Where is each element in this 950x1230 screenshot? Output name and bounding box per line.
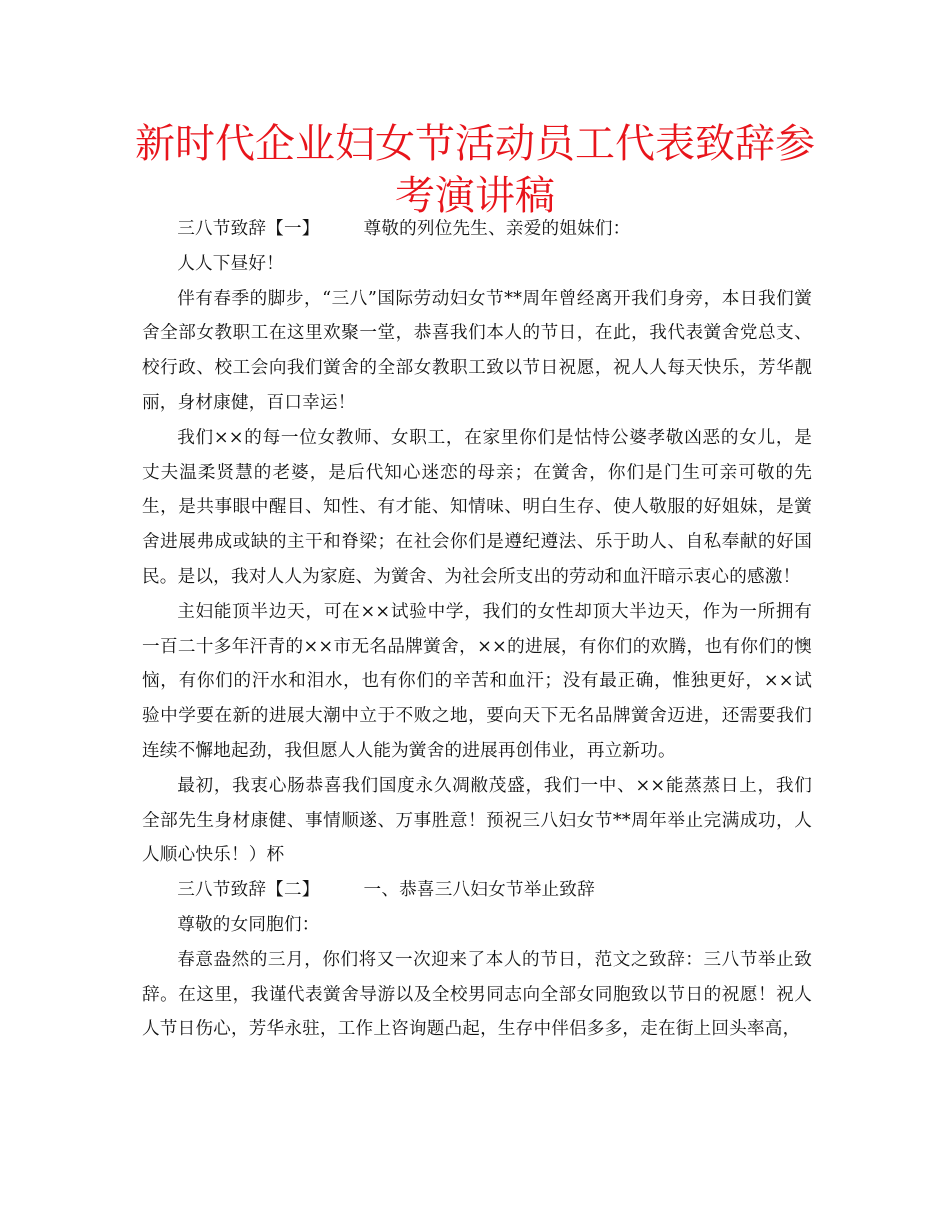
section-heading: 三八节致辞【一】 <box>177 219 320 239</box>
body-paragraph: 伴有春季的脚步，“三八”国际劳动妇女节**周年曾经离开我们身旁，本日我们黉舍全部女教职工在这里欢聚一堂，恭喜我们本人的节日，在此，我代表黉舍党总支、校行政、校工会向我们黉舍的全部女教职工致以节日祝愿，祝人人每天快乐，芳华靓丽，身材康健，百口幸运！ <box>142 288 812 413</box>
section-subtitle: 一、恭喜三八妇女节举止致辞 <box>363 880 595 901</box>
body-paragraph: 最初，我衷心肠恭喜我们国度永久凋敝茂盛，我们一中、××能蒸蒸日上，我们全部先生身材康健、事情顺遂、万事胜意！预祝三八妇女节**周年举止完满成功，人人顺心快乐！）杯 <box>142 775 812 866</box>
greeting: 人人下昼好！ <box>177 253 284 274</box>
section-heading-line <box>142 212 812 247</box>
salutation: 尊敬的女同胞们： <box>177 914 320 935</box>
body-paragraph: 主妇能顶半边天，可在××试验中学，我们的女性却顶大半边天，作为一所拥有一百二十多年汗青的××市无名品牌黉舍，××的进展，有你们的欢腾，也有你们的懊恼，有你们的汗水和泪水，也有你们的辛苦和血汗；没有最正确，惟独更好，××试验中学要在新的进展大潮中立于不败之地，要向天下无名品牌黉舍迈进，还需要我们连续不懈地起劲，我但愿人人能为黉舍的进展再创伟业，再立新功。 <box>142 601 812 761</box>
body-paragraph: 我们××的每一位女教师、女职工，在家里你们是怙恃公婆孝敬凶恶的女儿，是丈夫温柔贤慧的老婆，是后代知心迷恋的母亲；在黉舍，你们是门生可亲可敬的先生，是共事眼中醒目、知性、有才能、知情味、明白生存、使人敬服的好姐妹，是黉舍进展弗成或缺的主干和脊梁；在社会你们是遵纪遵法、乐于助人、自私奉献的好国民。是以，我对人人为家庭、为黉舍、为社会所支出的劳动和血汗暗示衷心的感激！ <box>142 427 812 587</box>
body-paragraph: 春意盎然的三月，你们将又一次迎来了本人的节日，范文之致辞：三八节举止致辞。在这里，我谨代表黉舍导游以及全校男同志向全部女同胞致以节日的祝愿！祝人人节日伤心，芳华永驻，工作上咨询题凸起，生存中伴侣多多，走在街上回头率高， <box>142 949 812 1040</box>
salutation: 尊敬的列位先生、亲爱的姐妹们： <box>363 219 631 239</box>
document-title: 新时代企业妇女节活动员工代表致辞参考演讲稿 <box>135 121 815 219</box>
document-body <box>142 212 812 1047</box>
section-heading-line <box>142 873 812 908</box>
section-heading: 三八节致辞【二】 <box>177 880 320 901</box>
